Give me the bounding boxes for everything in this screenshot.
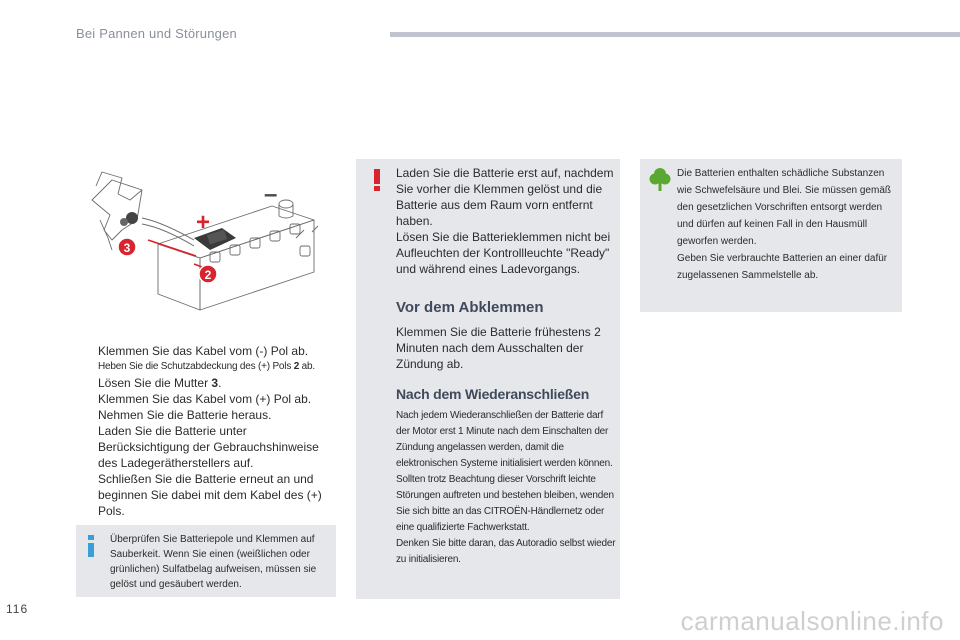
info-icon — [86, 535, 96, 557]
page-header-title: Bei Pannen und Störungen — [76, 26, 237, 41]
warning-exclamation-icon — [373, 169, 381, 191]
environment-note-box — [640, 159, 902, 312]
battery-removal-figure — [82, 160, 336, 330]
section-title-before-disconnect: Vor dem Abklemmen — [396, 299, 544, 316]
callout-3 — [118, 238, 136, 256]
section-text-before-disconnect: Klemmen Sie die Batterie frühestens 2 Minuten nach dem Ausschalten der Zündung ab. — [396, 325, 601, 371]
plus-sign-label: + — [196, 209, 211, 236]
section-text-after-reconnect: Nach jedem Wiederanschließen der Batterie darf der Motor erst 1 Minute nach dem Einschalten der Zündung angelassen werden, damit die elektronischen Systeme initialisiert werden können. Sollten trotz Beachtung dieser Vorschrift leichte Störungen auftreten und bestehen bleiben, wenden Sie sich bitte an das CITROËN-Händlernetz oder eine qualifizierte Fachwerkstatt. Denken Sie bitte daran, das Autoradio selbst wieder zu initialisieren. — [396, 410, 616, 565]
tree-environment-icon — [649, 167, 671, 191]
section-title-after-reconnect: Nach dem Wiederanschließen — [396, 386, 590, 402]
callout-3-label: 3 — [123, 241, 131, 255]
step-item: Klemmen Sie das Kabel vom (-) Pol ab. — [98, 344, 309, 358]
step-item: Laden Sie die Batterie unter Berücksichtigung der Gebrauchshinweise des Ladegerätherstellers auf. — [98, 424, 319, 470]
callout-2-label: 2 — [204, 268, 212, 282]
info-note-text: Überprüfen Sie Batteriepole und Klemmen auf Sauberkeit. Wenn Sie einen (weißlichen oder grünlichen) Sulfatbelag aufweisen, müssen sie gelöst und gesäubert werden. — [110, 534, 317, 590]
step-item: Schließen Sie die Batterie erneut an und beginnen Sie dabei mit dem Kabel des (+) Pols. — [98, 472, 322, 518]
page-number: 116 — [6, 602, 29, 616]
procedure-steps — [76, 343, 341, 519]
footer-watermark: carmanualsonline.info — [680, 606, 944, 636]
step-item: Klemmen Sie das Kabel vom (+) Pol ab. — [98, 392, 312, 406]
step-item: Nehmen Sie die Batterie heraus. — [98, 408, 272, 422]
info-note-box — [76, 525, 336, 597]
warning-text: Laden Sie die Batterie erst auf, nachdem Sie vorher die Klemmen gelöst und die Batterie aus dem Raum vorn entfernt haben. Lösen Sie die Batterieklemmen nicht bei Aufleuchten der Kontrollleuchte "Ready" und während eines Ladevorgangs. — [396, 166, 614, 276]
callout-2 — [199, 265, 217, 283]
warning-and-sections-panel — [356, 159, 620, 599]
minus-sign-label: – — [264, 181, 278, 208]
step-item: Heben Sie die Schutzabdeckung des (+) Pols 2 ab. — [98, 361, 315, 372]
step-item: Lösen Sie die Mutter 3. — [98, 376, 222, 390]
header-divider-bar — [390, 32, 960, 37]
environment-note-text: Die Batterien enthalten schädliche Substanzen wie Schwefelsäure und Blei. Sie müssen gemäß den gesetzlichen Vorschriften entsorgt werden und dürfen auf keinen Fall in den Hausmüll geworfen werden. Geben Sie verbrauchte Batterien an einer dafür zugelassenen Sammelstelle ab. — [677, 168, 891, 281]
